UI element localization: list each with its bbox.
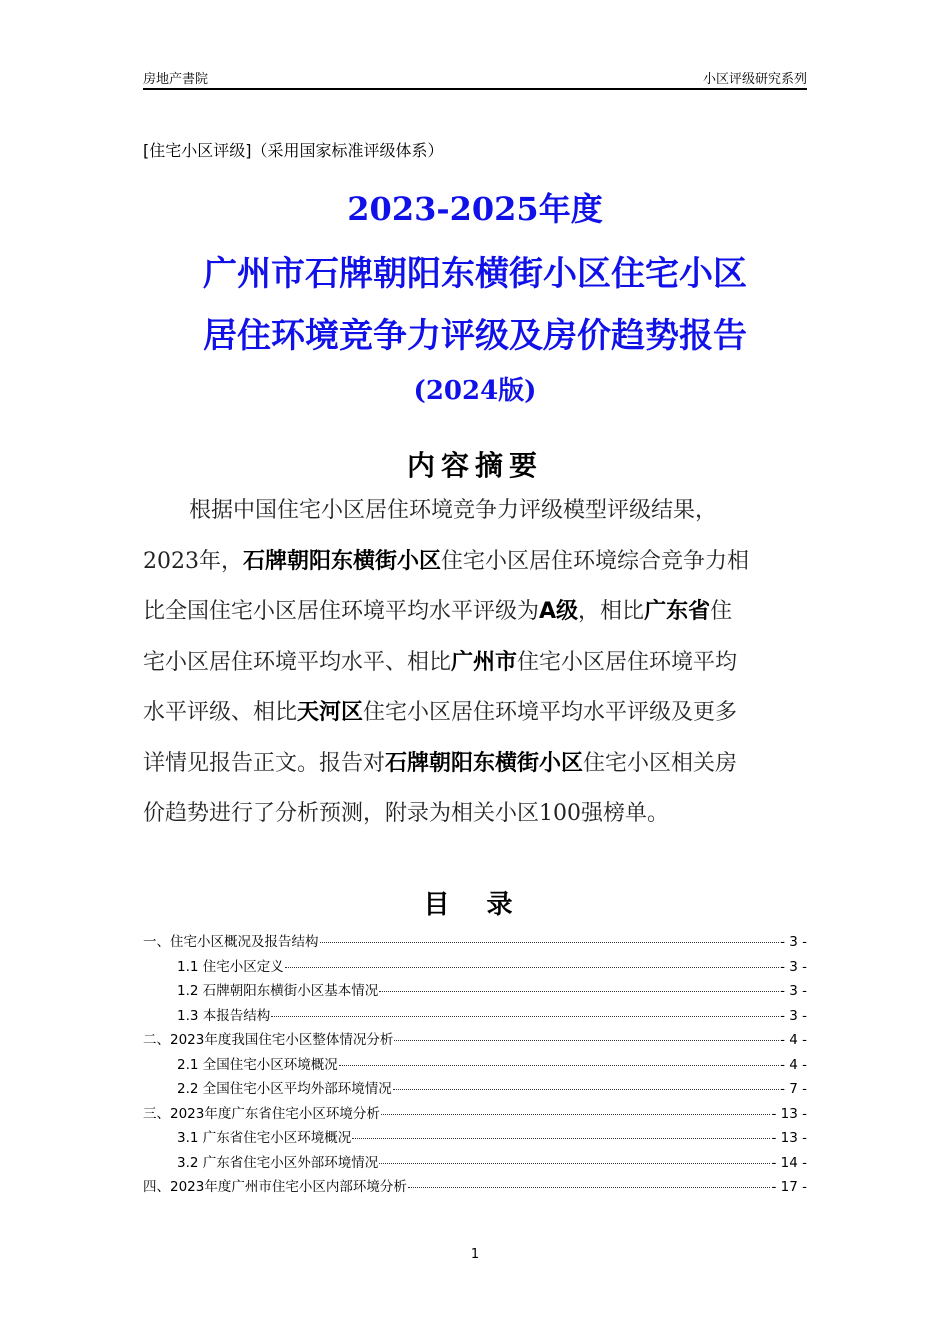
title-edition: (2024版) [413,376,537,406]
toc-entry[interactable] [143,979,807,1004]
abstract-text: ，相比 [578,599,645,624]
toc-entry[interactable] [143,1004,807,1029]
toc-leader-dots [352,1128,770,1139]
toc-entry-page: - 17 - [771,1179,807,1195]
highlighted-term: 广州市 [451,649,518,675]
toc-leader-dots [379,1153,770,1164]
abstract-line [143,486,807,537]
abstract-line [143,739,807,790]
toc-entry-label: 2.2 全国住宅小区平均外部环境情况 [177,1081,392,1097]
toc-entry[interactable] [143,1175,807,1200]
table-of-contents [143,930,807,1200]
toc-entry-label: 3.1 广东省住宅小区环境概况 [177,1130,352,1146]
abstract-text: 宅小区居住环境平均水平、相比 [143,649,452,675]
toc-entry-page: - 3 - [780,934,807,950]
toc-entry-label: 三、2023年度广东省住宅小区环境分析 [143,1105,380,1122]
abstract-text: 比全国住宅小区居住环境平均水平评级为 [143,599,540,624]
toc-heading: 目 录 [423,890,527,920]
toc-entry-label: 四、2023年度广州市住宅小区内部环境分析 [143,1179,407,1195]
abstract-line [143,587,807,638]
toc-leader-dots [339,1055,779,1066]
toc-entry[interactable] [143,1126,807,1151]
page-number: 1 [470,1247,480,1262]
abstract-heading: 内容摘要 [406,449,543,482]
abstract-line [143,688,807,739]
abstract-body [143,486,807,840]
highlighted-term: 石牌朝阳东横街小区 [385,750,584,776]
toc-entry[interactable] [143,1053,807,1078]
toc-entry[interactable] [143,1102,807,1127]
title-report: 居住环境竞争力评级及房价趋势报告 [203,316,747,356]
toc-entry-page: - 13 - [771,1105,807,1122]
toc-entry[interactable] [143,955,807,980]
highlighted-term: 天河区 [297,700,364,725]
toc-entry-page: - 13 - [771,1130,807,1146]
page-header [143,66,807,90]
abstract-text: 根据中国住宅小区居住环境竞争力评级模型评级结果， [189,498,718,523]
abstract-text: 住宅小区居住环境平均水平评级及更多 [363,700,738,725]
abstract-text: 住 [710,599,733,624]
abstract-text: 住宅小区居住环境综合竞争力相 [441,548,750,574]
highlighted-term: 广东省 [644,599,711,624]
publisher-name: 房地产書院 [143,72,209,87]
toc-entry[interactable] [143,1077,807,1102]
toc-entry[interactable] [143,1151,807,1176]
toc-entry-label: 3.2 广东省住宅小区外部环境情况 [177,1154,379,1171]
toc-leader-dots [271,1006,779,1017]
toc-entry[interactable] [143,930,807,955]
toc-leader-dots [393,1079,779,1090]
toc-leader-dots [379,981,779,992]
title-subject: 广州市石牌朝阳东横街小区住宅小区 [203,254,747,294]
abstract-text: 住宅小区相关房 [583,750,738,776]
toc-entry-label: 二、2023年度我国住宅小区整体情况分析 [143,1032,394,1048]
toc-entry-label: 1.3 本报告结构 [177,1007,271,1024]
abstract-text: 价趋势进行了分析预测，附录为相关小区100强榜单。 [143,801,669,826]
highlighted-term: 石牌朝阳东横街小区 [243,548,442,574]
toc-entry-page: - 4 - [780,1056,807,1073]
toc-entry-label: 2.1 全国住宅小区环境概况 [177,1056,338,1073]
toc-leader-dots [408,1177,771,1188]
abstract-text: 水平评级、相比 [143,700,298,725]
toc-entry-page: - 3 - [780,1007,807,1024]
toc-leader-dots [285,957,779,968]
series-name: 小区评级研究系列 [702,72,807,87]
highlighted-term: A级 [539,599,579,624]
abstract-text: 住宅小区居住环境平均 [517,649,738,675]
toc-entry-page: - 3 - [780,958,807,975]
title-years: 2023-2025年度 [347,190,603,228]
toc-entry-label: 一、住宅小区概况及报告结构 [143,934,319,950]
toc-entry-page: - 14 - [771,1154,807,1171]
toc-entry-page: - 4 - [780,1032,807,1048]
toc-leader-dots [394,1030,779,1041]
toc-entry-label: 1.1 住宅小区定义 [177,958,284,975]
abstract-line [143,537,807,588]
abstract-line [143,789,807,840]
toc-entry-page: - 7 - [780,1081,807,1097]
report-category-tag: [住宅小区评级]（采用国家标准评级体系） [143,141,444,160]
toc-entry-page: - 3 - [780,983,807,999]
toc-leader-dots [320,932,780,943]
abstract-line [143,638,807,689]
abstract-text: 2023年， [143,548,243,574]
abstract-text: 详情见报告正文。报告对 [143,750,386,776]
toc-entry[interactable] [143,1028,807,1053]
toc-leader-dots [381,1104,771,1115]
toc-entry-label: 1.2 石牌朝阳东横街小区基本情况 [177,983,379,999]
